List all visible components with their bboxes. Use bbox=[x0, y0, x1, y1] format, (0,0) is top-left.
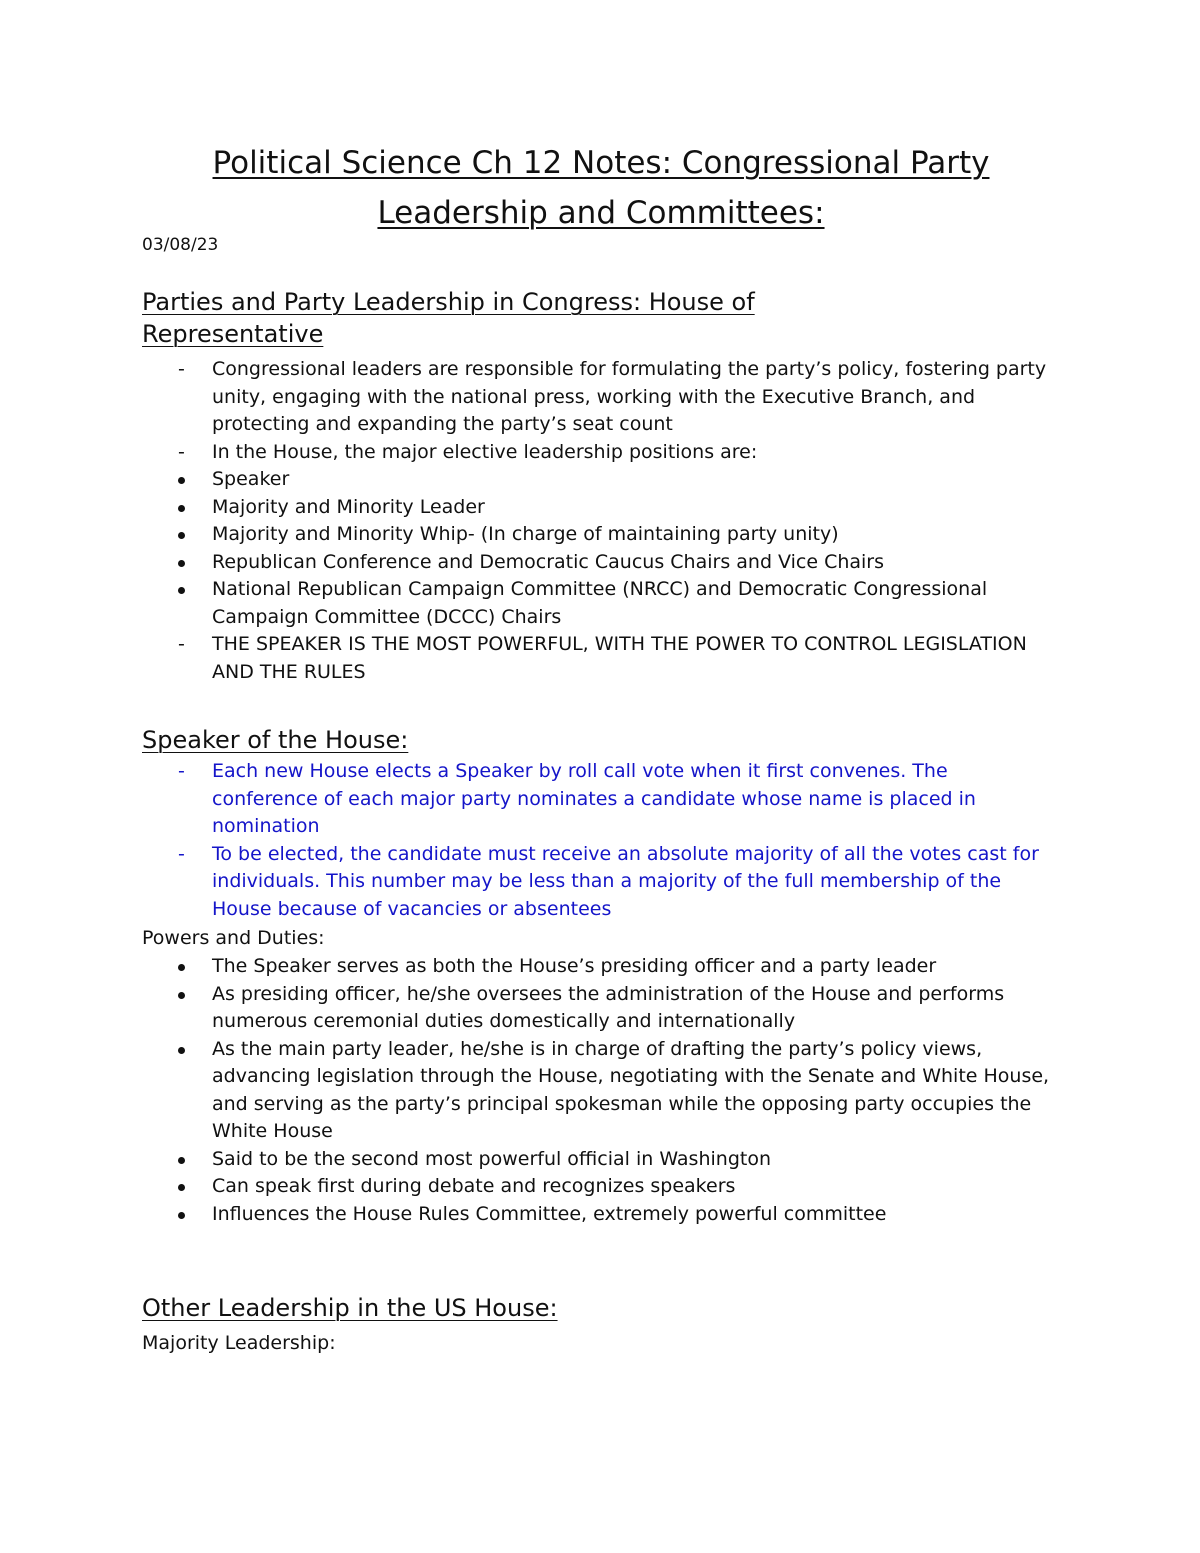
list-item-text: Can speak first during debate and recognizes speakers bbox=[212, 1175, 736, 1197]
dash-marker: - bbox=[178, 358, 185, 380]
list-item-text: THE SPEAKER IS THE MOST POWERFUL, WITH THE POWER TO CONTROL LEGISLATION AND THE RULES bbox=[212, 633, 1027, 683]
majority-leadership-label: Majority Leadership: bbox=[142, 1332, 336, 1354]
document-title: Political Science Ch 12 Notes: Congressional Party Leadership and Committees: bbox=[212, 145, 990, 231]
parties-dash-list bbox=[0, 356, 1100, 686]
speaker-election-list bbox=[0, 758, 1100, 923]
list-item bbox=[0, 1173, 1058, 1201]
dash-marker: - bbox=[178, 842, 185, 865]
bullet-icon bbox=[178, 964, 185, 971]
list-item-text: To be elected, the candidate must receive an absolute majority of all the votes cast for individuals. This number may be less than a majority of the full membership of the House because of vacancies or absentees bbox=[212, 842, 1039, 920]
bullet-icon bbox=[178, 992, 185, 999]
list-item-text: Each new House elects a Speaker by roll call vote when it first convenes. The conference of each major party nominates a candidate whose name is placed in nomination bbox=[212, 760, 976, 837]
bullet-icon bbox=[178, 477, 185, 484]
list-item bbox=[0, 521, 1058, 549]
list-item bbox=[0, 466, 1058, 494]
list-item bbox=[0, 576, 1058, 631]
list-item-text: As the main party leader, he/she is in charge of drafting the party’s policy views, advancing legislation through the House, negotiating with the Senate and White House, and serving as the party’s principal spokesman while the opposing party occupies the White House bbox=[212, 1037, 1050, 1142]
bullet-icon bbox=[178, 505, 185, 512]
dash-marker: - bbox=[178, 440, 185, 463]
list-item-text: Republican Conference and Democratic Caucus Chairs and Vice Chairs bbox=[212, 550, 885, 573]
list-item-text: The Speaker serves as both the House’s presiding officer and a party leader bbox=[212, 955, 937, 977]
section-heading-parties: Parties and Party Leadership in Congress: House of Representative bbox=[142, 288, 755, 348]
list-item-text: In the House, the major elective leadership positions are: bbox=[212, 440, 758, 463]
bullet-icon bbox=[178, 1047, 185, 1054]
list-item bbox=[0, 981, 1058, 1036]
list-item bbox=[0, 1146, 1058, 1174]
document-date: 03/08/23 bbox=[142, 235, 219, 255]
list-item-text: National Republican Campaign Committee (NRCC) and Democratic Congressional Campaign Committee (DCCC) Chairs bbox=[212, 578, 988, 628]
bullet-icon bbox=[178, 1157, 185, 1164]
dash-marker: - bbox=[178, 760, 185, 782]
bullet-icon bbox=[178, 1184, 185, 1191]
list-item bbox=[0, 758, 1058, 841]
bullet-icon bbox=[178, 532, 185, 539]
list-item-text: Said to be the second most powerful official in Washington bbox=[212, 1147, 771, 1170]
list-item-text: Majority and Minority Leader bbox=[212, 495, 485, 518]
list-item bbox=[0, 1036, 1058, 1146]
list-item-text: Influences the House Rules Committee, extremely powerful committee bbox=[212, 1202, 887, 1225]
bullet-icon bbox=[178, 560, 185, 567]
list-item bbox=[0, 1201, 1058, 1229]
list-item-text: As presiding officer, he/she oversees the administration of the House and performs numerous ceremonial duties domestically and internationally bbox=[212, 982, 1005, 1032]
list-item-text: Congressional leaders are responsible for formulating the party’s policy, fostering party unity, engaging with the national press, working with the Executive Branch, and protecting and expanding the party’s seat count bbox=[212, 358, 1047, 435]
list-item bbox=[0, 953, 1058, 981]
list-item bbox=[0, 841, 1058, 924]
bullet-icon bbox=[178, 1212, 185, 1219]
list-item bbox=[0, 494, 1058, 522]
list-item bbox=[0, 356, 1058, 439]
bullet-icon bbox=[178, 587, 185, 594]
powers-label: Powers and Duties: bbox=[142, 927, 325, 949]
list-item bbox=[0, 549, 1058, 577]
section-heading-speaker: Speaker of the House: bbox=[142, 726, 409, 754]
dash-marker: - bbox=[178, 633, 185, 655]
powers-list bbox=[0, 953, 1100, 1228]
list-item-text: Majority and Minority Whip- (In charge of maintaining party unity) bbox=[212, 523, 839, 545]
section-heading-other-leadership: Other Leadership in the US House: bbox=[142, 1294, 558, 1322]
list-item bbox=[0, 439, 1058, 467]
list-item bbox=[0, 631, 1058, 686]
list-item-text: Speaker bbox=[212, 468, 290, 490]
